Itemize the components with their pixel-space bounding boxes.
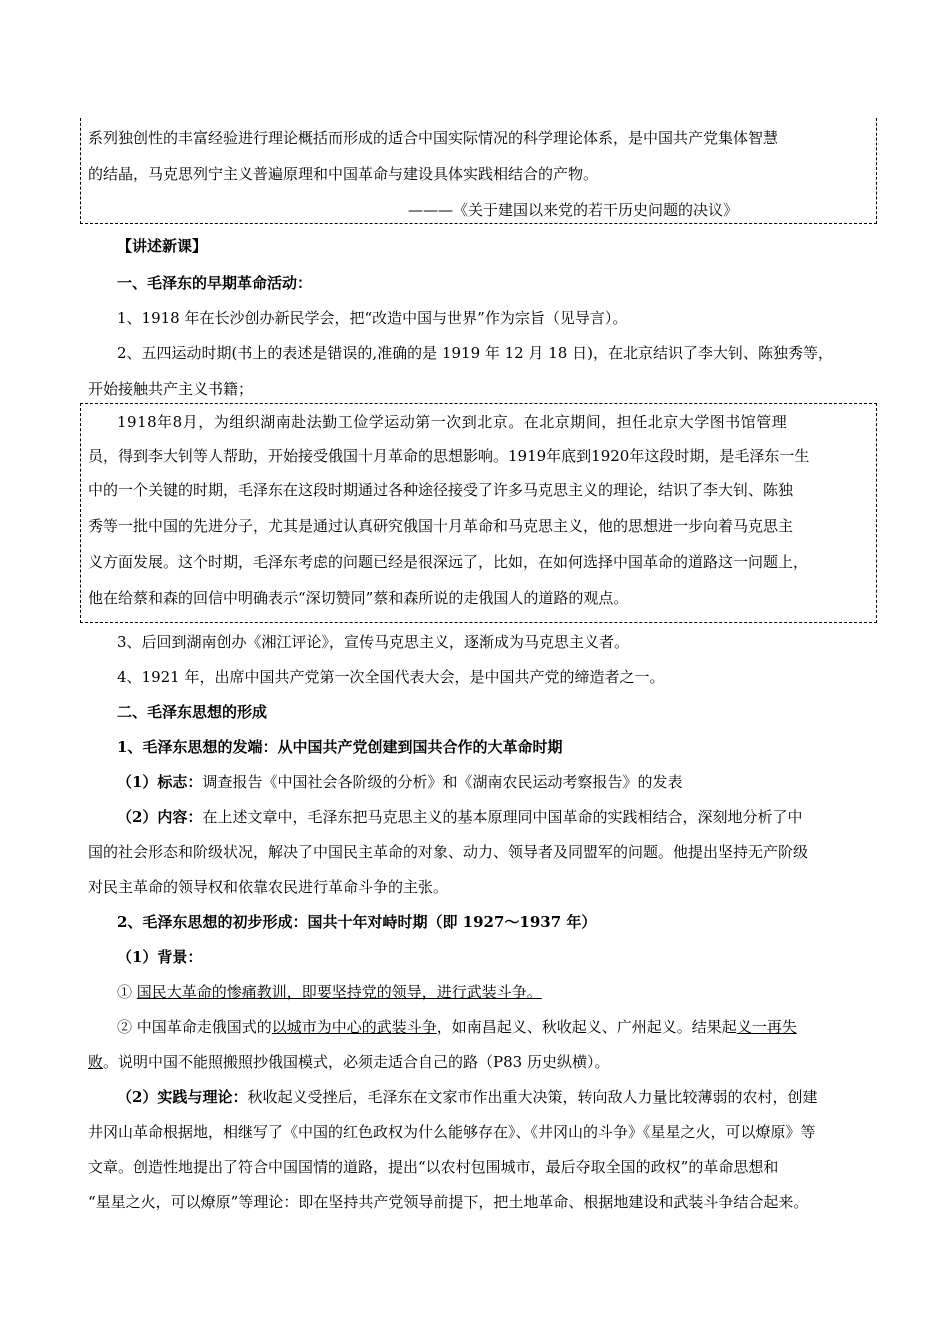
bg2-pre: ② 中国革命走俄国式的 xyxy=(117,1018,272,1036)
background-item-2-line1 xyxy=(117,1017,797,1037)
section2-title: 二、毛泽东思想的形成 xyxy=(117,703,268,721)
section1-title: 一、毛泽东的早期革命活动： xyxy=(117,274,313,292)
material-line-2: 员，得到李大钊等人帮助，开始接受俄国十月革命的思想影响。1919年底到1920年这段时期，是毛泽东一生 xyxy=(88,447,810,465)
section2-sub2-title: 2、毛泽东思想的初步形成：国共十年对峙时期（即 1927～1937 年） xyxy=(117,913,597,931)
material-line-5: 义方面发展。这个时期，毛泽东考虑的问题已经是很深远了，比如，在如何选择中国革命的道路这一问题上， xyxy=(88,553,809,571)
sub2-background-label: （1）背景： xyxy=(117,948,203,966)
section2-sub1-title: 1、毛泽东思想的发端：从中国共产党创建到国共合作的大革命时期 xyxy=(117,738,563,756)
sub2-point2-line3: 文章。创造性地提出了符合中国国情的道路，提出“以农村包围城市，最后夺取全国的政权”的革命思想和 xyxy=(88,1158,779,1176)
sub2-point2-line1 xyxy=(117,1087,817,1107)
sub1-point2-line3: 对民主革命的领导权和依靠农民进行革命斗争的主张。 xyxy=(88,878,449,896)
bg2-underline-2: 义一再失 xyxy=(736,1018,797,1036)
bg2-underline-1: 以城市为中心的武装斗争 xyxy=(271,1018,437,1036)
sub1-point2-line1 xyxy=(117,807,802,827)
sub1-point1-text: 调查报告《中国社会各阶级的分析》和《湖南农民运动考察报告》的发表 xyxy=(202,773,683,791)
section1-item2-line2: 开始接触共产主义书籍； xyxy=(88,380,254,398)
sub1-point1-label: （1）标志： xyxy=(117,773,203,791)
material-line-6: 他在给蔡和森的回信中明确表示“深切赞同”蔡和森所说的走俄国人的道路的观点。 xyxy=(88,589,629,607)
bg2-line2-underline: 败 xyxy=(88,1053,104,1071)
background-item-1-text: 国民大革命的惨痛教训，即要坚持党的领导，进行武装斗争。 xyxy=(136,983,542,1001)
section1-item3: 3、后回到湖南创办《湘江评论》，宣传马克思主义，逐渐成为马克思主义者。 xyxy=(117,633,630,651)
material-line-3: 中的一个关键的时期，毛泽东在这段时期通过各种途径接受了许多马克思主义的理论，结识了李大钊、陈独 xyxy=(88,481,794,499)
background-item-1-mark: ① xyxy=(117,983,137,1001)
quote-line-2: 的结晶，马克思列宁主义普遍原理和中国革命与建设具体实践相结合的产物。 xyxy=(88,165,599,183)
sub1-point2-text: 在上述文章中，毛泽东把马克思主义的基本原理同中国革命的实践相结合，深刻地分析了中 xyxy=(202,808,803,826)
quote-line-1: 系列独创性的丰富经验进行理论概括而形成的适合中国实际情况的科学理论体系，是中国共产党集体智慧 xyxy=(88,129,779,147)
sub2-point2-line4: “星星之火，可以燎原”等理论：即在坚持共产党领导前提下，把土地革命、根据地建设和武装斗争结合起来。 xyxy=(88,1193,809,1211)
sub1-point1 xyxy=(117,772,682,792)
section1-item4: 4、1921 年，出席中国共产党第一次全国代表大会，是中国共产党的缔造者之一。 xyxy=(117,668,665,686)
bg2-line2-rest: 。说明中国不能照搬照抄俄国模式，必须走适合自己的路（P83 历史纵横）。 xyxy=(103,1053,610,1071)
sub2-point2-text: 秋收起义受挫后，毛泽东在文家市作出重大决策，转向敌人力量比较薄弱的农村，创建 xyxy=(247,1088,818,1106)
background-item-1 xyxy=(117,982,542,1002)
quote-source: ———《关于建国以来党的若干历史问题的决议》 xyxy=(408,201,739,219)
sub2-point2-line2: 井冈山革命根据地，相继写了《中国的红色政权为什么能够存在》、《井冈山的斗争》《星星之火，可以燎原》等 xyxy=(88,1123,816,1141)
section1-item2-line1: 2、五四运动时期(书上的表述是错误的,准确的是 1919 年 12 月 18 日)，在北京结识了李大钊、陈独秀等， xyxy=(117,344,833,362)
sub1-point2-label: （2）内容： xyxy=(117,808,203,826)
sub2-point2-label: （2）实践与理论： xyxy=(117,1088,248,1106)
section-heading-new-lesson: 【讲述新课】 xyxy=(117,237,208,255)
sub1-point2-line2: 国的社会形态和阶级状况，解决了中国民主革命的对象、动力、领导者及同盟军的问题。他提出坚持无产阶级 xyxy=(88,843,809,861)
material-line-1: 1918年8月，为组织湖南赴法勤工俭学运动第一次到北京。在北京期间，担任北京大学图书馆管理 xyxy=(117,413,788,431)
background-item-2-line2 xyxy=(88,1052,609,1072)
material-line-4: 秀等一批中国的先进分子，尤其是通过认真研究俄国十月革命和马克思主义，他的思想进一步向着马克思主 xyxy=(88,517,794,535)
section1-item1: 1、1918 年在长沙创办新民学会，把“改造中国与世界”作为宗旨（见导言）。 xyxy=(117,309,628,327)
bg2-mid: ，如南昌起义、秋收起义、广州起义。结果起 xyxy=(436,1018,737,1036)
